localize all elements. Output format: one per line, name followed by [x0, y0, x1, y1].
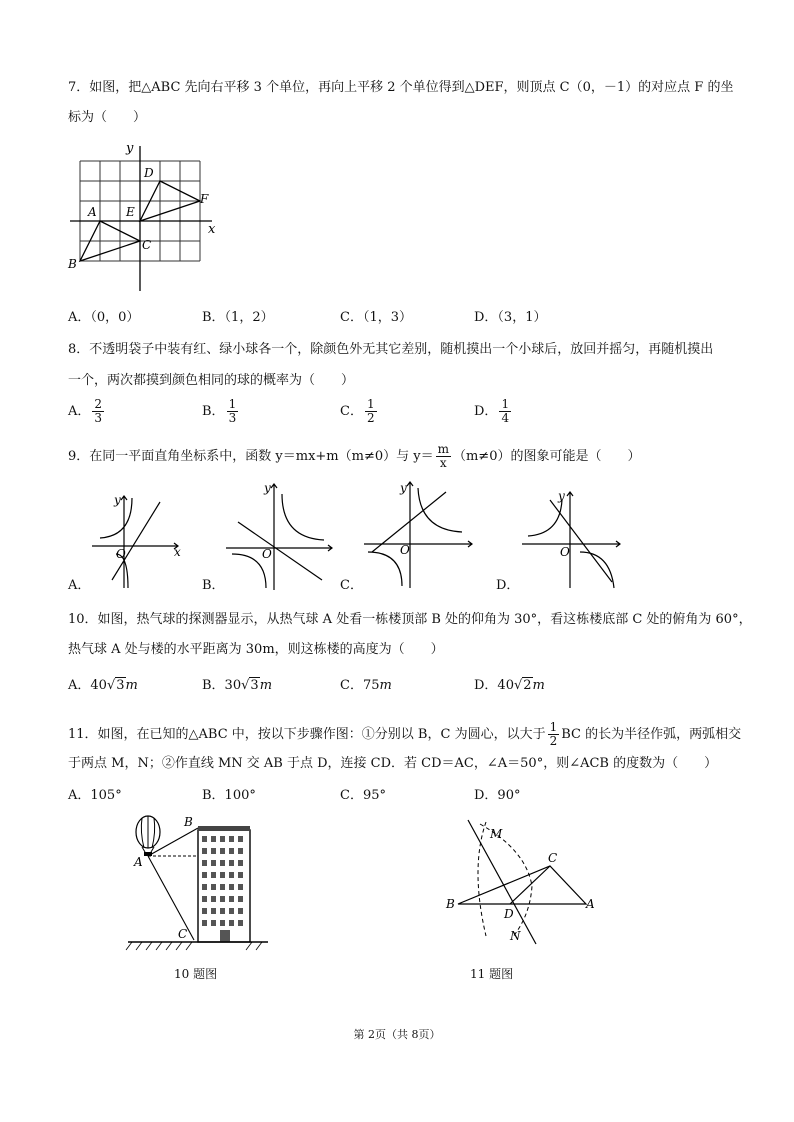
q8-option-c-letter: C．	[340, 404, 363, 419]
q8-option-d-letter: D．	[474, 404, 498, 419]
q9-a-label-x: x	[174, 545, 181, 559]
q7-option-b: B．（1，2）	[202, 310, 274, 325]
q9-stem-fraction	[436, 443, 451, 470]
q7-label-y: y	[126, 141, 134, 156]
q8-option-d-num: 1	[501, 397, 510, 411]
fig11-label-B: B	[446, 897, 455, 911]
q7-stem-line2: 标为（ ）	[68, 110, 147, 125]
q7-option-a: A．（0，0）	[68, 310, 140, 325]
q11-option-b: B．100°	[202, 788, 256, 803]
q8-option-d-fraction	[499, 398, 511, 425]
q8-option-a-letter: A．	[68, 404, 91, 419]
fig11-label-N: N	[510, 929, 521, 943]
q11-frac-num: 1	[549, 720, 558, 734]
q10-stem-line1: 10．如图，热气球的探测器显示，从热气球 A 处看一栋楼顶部 B 处的仰角为 30°，看这栋楼底部 C 处的俯角为 60°，	[68, 612, 752, 627]
fig10-label-C: C	[178, 927, 188, 941]
q8-option-b-num: 1	[228, 397, 237, 411]
q8-option-b	[202, 398, 240, 425]
q8-stem-line1: 8．不透明袋子中装有红、绿小球各一个，除颜色外无其它差别，随机摸出一个小球后，放回并摇匀，再随机摸出	[68, 342, 714, 357]
q9-graph-a	[88, 488, 188, 592]
q9-d-label-y: y	[558, 489, 565, 503]
q10-option-c	[340, 677, 392, 695]
q8-option-d-den: 4	[501, 411, 510, 425]
balloon-icon	[136, 816, 160, 856]
q7-label-x: x	[208, 222, 216, 237]
q10-option-b-pre: B．30	[202, 678, 242, 693]
q11-frac-den: 2	[549, 734, 558, 748]
q11-stem-fraction	[548, 721, 560, 748]
q8-option-a-num: 2	[94, 397, 103, 411]
q9-b-label-o: O	[262, 547, 272, 561]
q10-option-b: B．30√3m	[202, 678, 273, 693]
fig10-hot-air-balloon	[122, 810, 272, 958]
fig10-caption: 10 题图	[174, 967, 218, 981]
q9-option-b: B．	[202, 578, 225, 593]
fig11-label-D: D	[504, 907, 514, 921]
q7-grid-figure	[60, 136, 230, 296]
q9-c-label-y: y	[400, 481, 407, 495]
q10-option-c-pre: C．75	[340, 678, 380, 693]
q7-stem-line1: 7．如图，把△ABC 先向右平移 3 个单位，再向上平移 2 个单位得到△DEF，则顶点 C（0，－1）的对应点 F 的坐	[68, 80, 734, 95]
q9-option-a: A．	[68, 578, 91, 593]
q10-option-d-radicand: 2	[523, 678, 532, 693]
fig11-caption: 11 题图	[470, 967, 514, 981]
fig10-label-B: B	[184, 815, 193, 829]
fig11-construction	[440, 810, 610, 950]
q7-label-D: D	[144, 166, 154, 180]
q10-option-a: A．40√3m	[68, 678, 138, 693]
q8-option-a-fraction	[92, 398, 104, 425]
fig10-label-A: A	[134, 855, 143, 869]
q7-option-c: C．（1，3）	[340, 310, 412, 325]
page-footer: 第 2页（共 8页）	[353, 1028, 441, 1041]
q7-label-B: B	[68, 257, 77, 271]
q10-option-d-unit: m	[532, 678, 545, 693]
q10-option-a-radicand: 3	[116, 678, 125, 693]
q9-graph-c	[362, 478, 474, 590]
q11-stem-line1	[68, 721, 741, 748]
q11-option-a: A．105°	[68, 788, 122, 803]
q9-a-label-y: y	[114, 493, 121, 507]
q8-option-c	[340, 398, 379, 425]
q10-option-a-unit: m	[125, 678, 138, 693]
q10-stem-line2: 热气球 A 处与楼的水平距离为 30m，则这栋楼的高度为（ ）	[68, 642, 444, 657]
q11-option-d: D．90°	[474, 788, 521, 803]
q9-a-label-o: O	[116, 547, 126, 561]
q11-stem-line2: 于两点 M，N；②作直线 MN 交 AB 于点 D，连接 CD．若 CD＝AC，∠A＝50°，则∠ACB 的度数为（ ）	[68, 756, 718, 771]
q10-option-b-radicand: 3	[250, 678, 259, 693]
q11-stem-part2: BC 的长为半径作弧，两弧相交	[561, 727, 742, 742]
q9-option-c: C．	[340, 578, 363, 593]
q7-option-d: D．（3，1）	[474, 310, 547, 325]
fig11-label-A: A	[586, 897, 595, 911]
q11-option-c: C．95°	[340, 788, 386, 803]
q8-option-c-den: 2	[366, 411, 375, 425]
q9-d-label-o: O	[560, 545, 570, 559]
q9-frac-num: m	[437, 442, 449, 456]
q8-option-c-num: 1	[366, 397, 375, 411]
q9-option-d: D．	[496, 578, 520, 593]
q10-option-d: D．40√2m	[474, 678, 545, 693]
q10-option-c-unit: m	[379, 678, 392, 693]
q8-option-b-fraction	[227, 398, 239, 425]
fig11-label-C: C	[548, 851, 558, 865]
q9-b-label-y: y	[264, 481, 271, 495]
q9-stem-part2: （m≠0）的图象可能是（ ）	[452, 449, 641, 464]
q8-option-b-den: 3	[228, 411, 237, 425]
building-icon	[198, 826, 250, 942]
q9-stem-part1: 9．在同一平面直角坐标系中，函数 y＝mx+m（m≠0）与 y＝	[68, 449, 434, 464]
q7-label-F: F	[200, 192, 209, 206]
fig11-label-M: M	[490, 827, 503, 841]
q8-option-c-fraction	[365, 398, 377, 425]
q9-graph-b	[224, 478, 334, 592]
q8-stem-line2: 一个，两次都摸到颜色相同的球的概率为（ ）	[68, 373, 355, 388]
q9-c-label-o: O	[400, 543, 410, 557]
q10-option-a-pre: A．40	[68, 678, 107, 693]
q8-option-d	[474, 398, 513, 425]
q7-label-C: C	[142, 238, 152, 252]
q8-option-a-den: 3	[94, 411, 103, 425]
q9-frac-den: x	[439, 456, 447, 470]
q10-option-d-pre: D．40	[474, 678, 514, 693]
q9-stem	[68, 443, 640, 470]
q7-label-E: E	[126, 205, 135, 219]
q8-option-a	[68, 398, 106, 425]
q7-label-A: A	[88, 205, 97, 219]
q9-graph-d	[520, 488, 624, 592]
q8-option-b-letter: B．	[202, 404, 225, 419]
q11-stem-part1: 11．如图，在已知的△ABC 中，按以下步骤作图：①分别以 B，C 为圆心，以大于	[68, 727, 546, 742]
q10-option-b-unit: m	[259, 678, 273, 693]
